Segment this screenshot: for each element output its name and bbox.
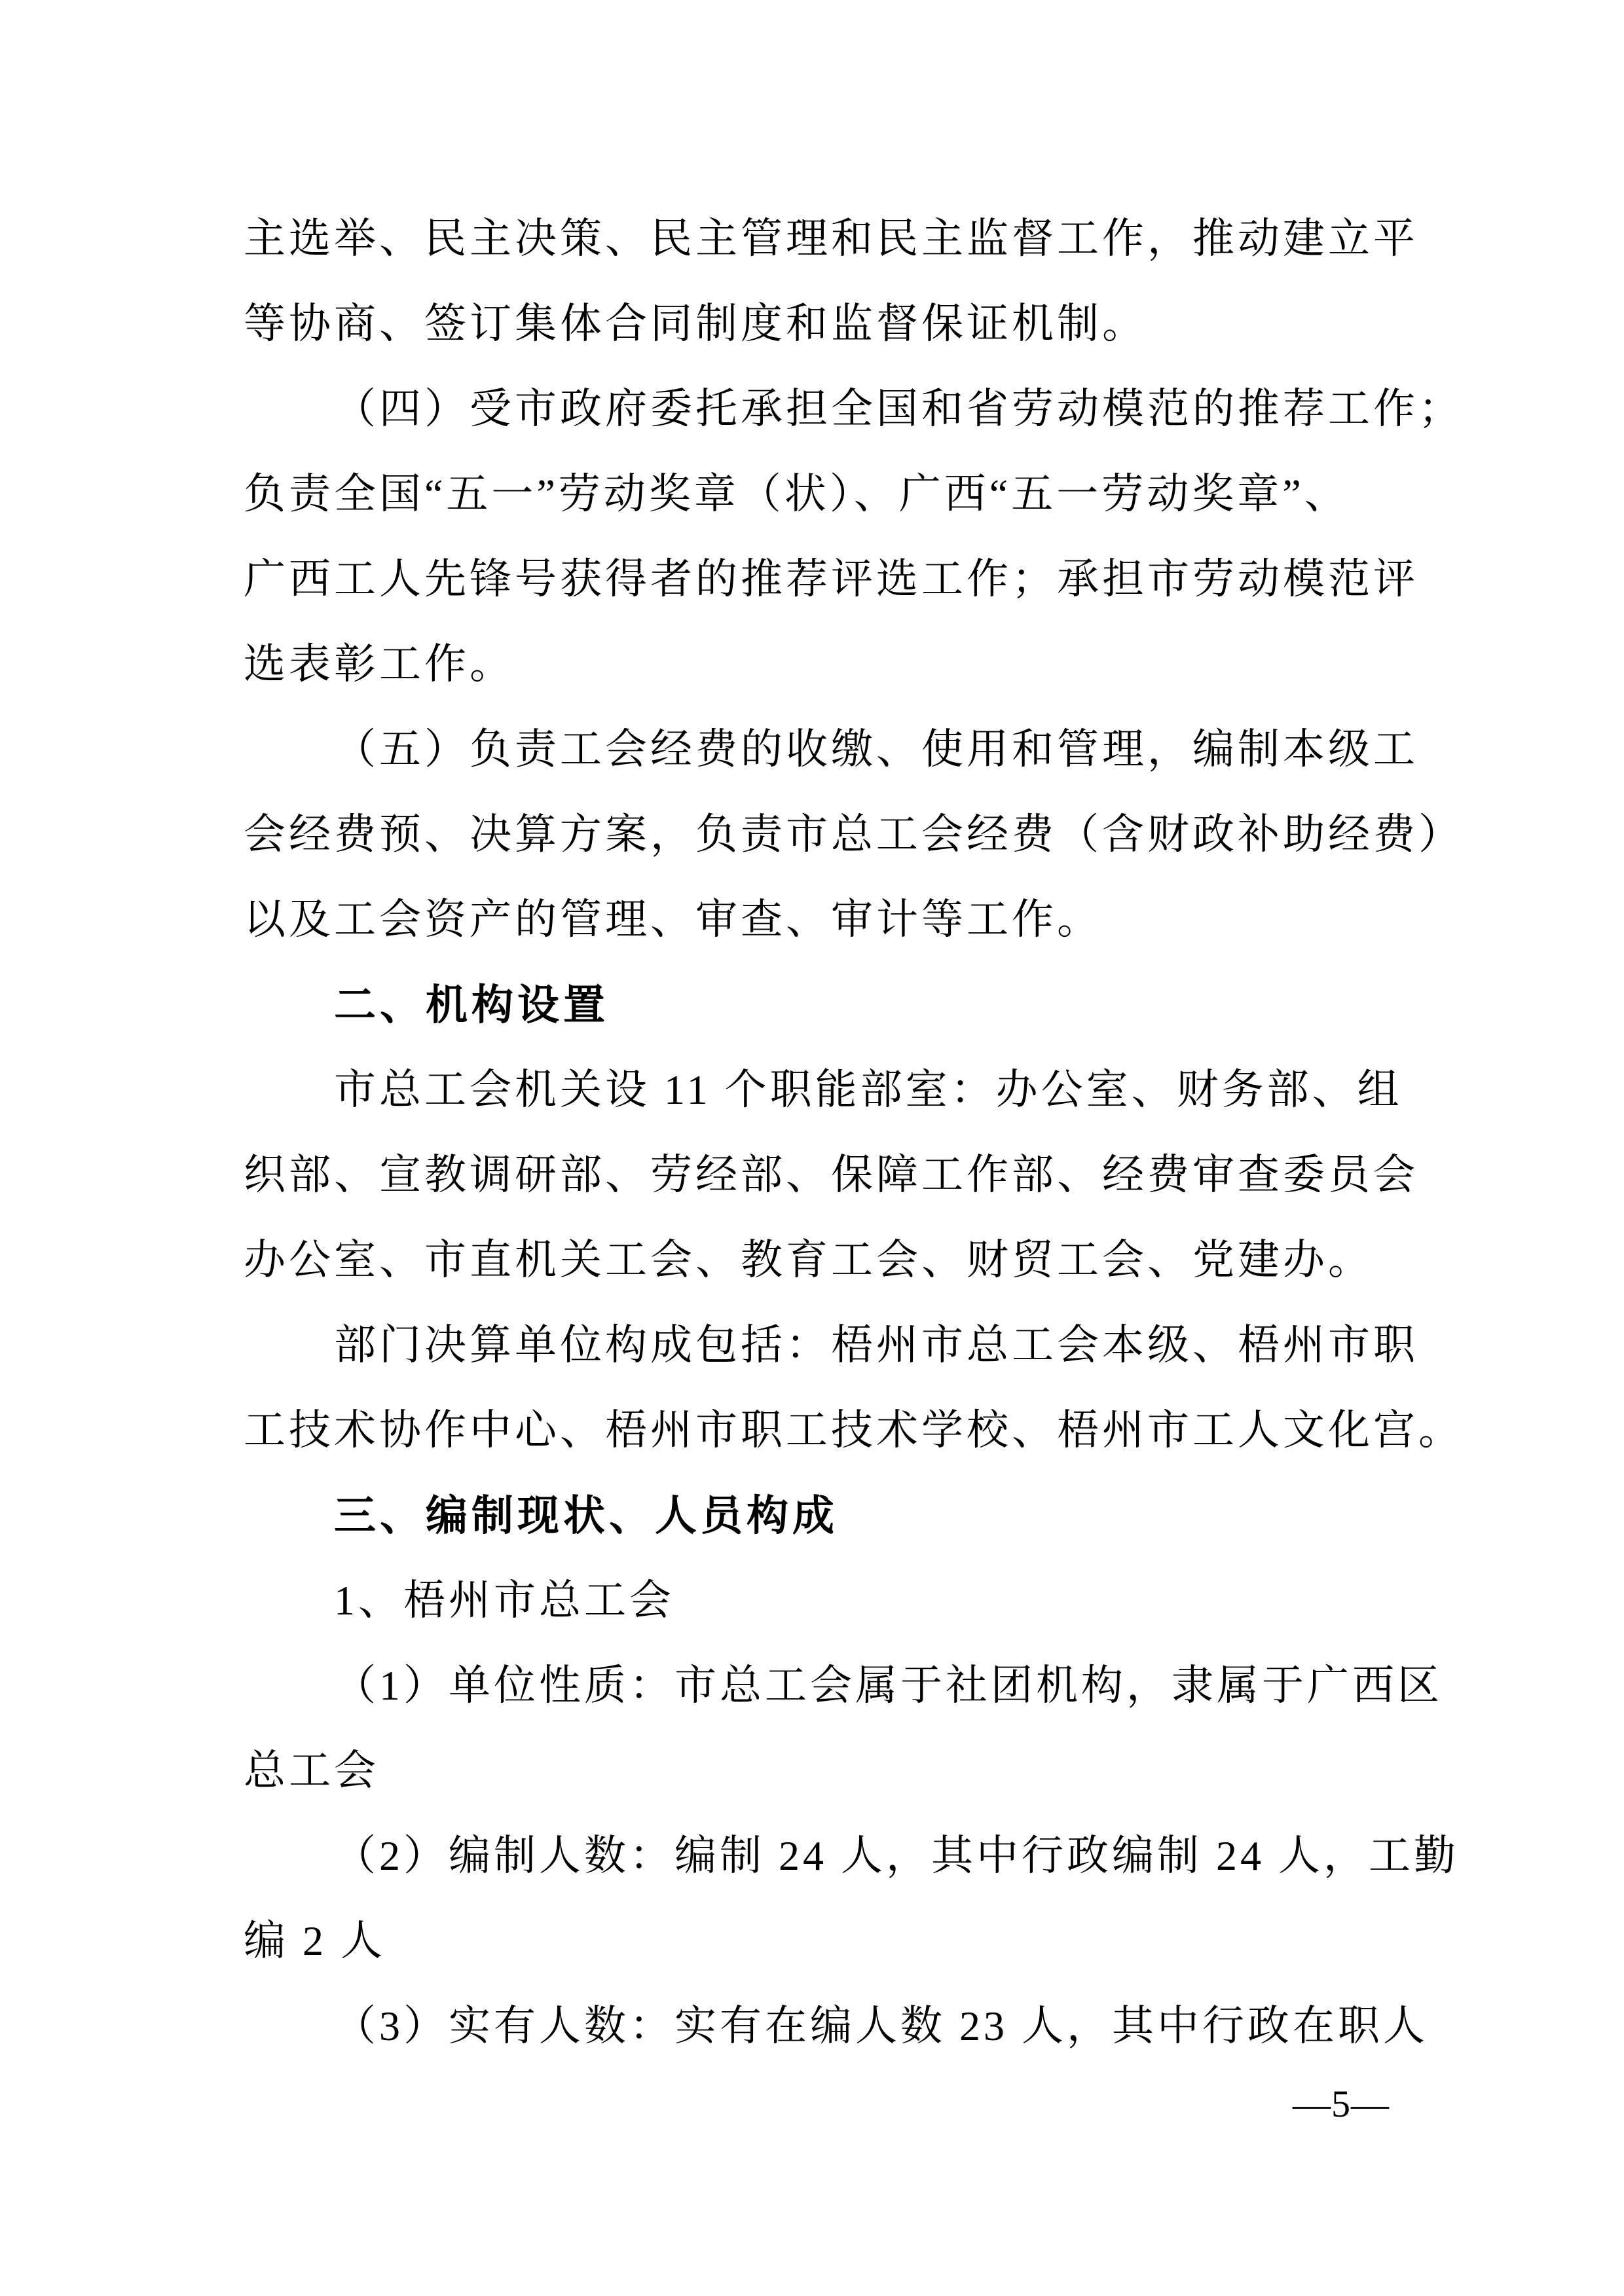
text-line: （2）编制人数：编制 24 人，其中行政编制 24 人，工勤 [334, 1832, 1459, 1879]
text-line: 选表彰工作。 [244, 641, 515, 687]
text-line: 会经费预、决算方案，负责市总工会经费（含财政补助经费） [244, 811, 1464, 858]
text-line: （五）负责工会经费的收缴、使用和管理，编制本级工 [334, 726, 1418, 773]
text-line: 1、梧州市总工会 [334, 1577, 674, 1624]
text-line: 编 2 人 [244, 1918, 386, 1964]
page-number: —5— [1293, 2083, 1390, 2125]
text-line: （3）实有人数：实有在编人数 23 人，其中行政在职人 [334, 2003, 1428, 2049]
text-line: 织部、宣教调研部、劳经部、保障工作部、经费审查委员会 [244, 1152, 1418, 1198]
text-line: 部门决算单位构成包括：梧州市总工会本级、梧州市职 [334, 1322, 1418, 1368]
text-line: 三、编制现状、人员构成 [334, 1492, 838, 1539]
text-line: 等协商、签订集体合同制度和监督保证机制。 [244, 301, 1147, 347]
text-line: 广西工人先锋号获得者的推荐评选工作；承担市劳动模范评 [244, 556, 1418, 602]
text-block [244, 196, 1464, 2069]
text-line: 二、机构设置 [334, 981, 609, 1029]
text-line: 负责全国“五一”劳动奖章（状）、广西“五一劳动奖章”、 [244, 471, 1350, 517]
text-line: （1）单位性质：市总工会属于社团机构，隶属于广西区 [334, 1662, 1443, 1709]
text-line: 办公室、市直机关工会、教育工会、财贸工会、党建办。 [244, 1237, 1373, 1283]
text-line: 总工会 [244, 1747, 379, 1794]
text-line: 以及工会资产的管理、审查、审计等工作。 [244, 896, 1102, 943]
text-line: 主选举、民主决策、民主管理和民主监督工作，推动建立平 [244, 215, 1418, 262]
text-line: 市总工会机关设 11 个职能部室：办公室、财务部、组 [334, 1066, 1403, 1113]
text-line: （四）受市政府委托承担全国和省劳动模范的推荐工作； [334, 386, 1464, 432]
text-line: 工技术协作中心、梧州市职工技术学校、梧州市工人文化宫。 [244, 1407, 1464, 1453]
